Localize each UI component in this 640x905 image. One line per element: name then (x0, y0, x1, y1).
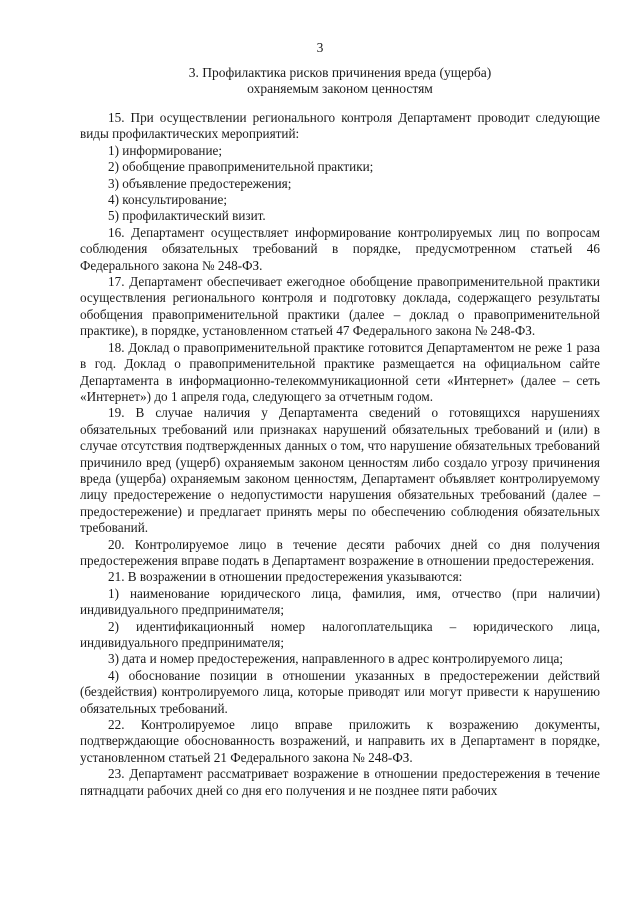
paragraph-22: 22. Контролируемое лицо вправе приложить к возражению документы, подтверждающие обоснованность возражений, и направить их в Департамент в порядке, установленном статьей 21 Федерального закона № 248-ФЗ. (80, 717, 600, 765)
list-item: 3) объявление предостережения; (108, 175, 292, 191)
document-body (80, 110, 600, 799)
paragraph-18: 18. Доклад о правоприменительной практике готовится Департаментом не реже 1 раза в год. Доклад о правоприменительной практике размещается на официальном сайте Департамента в информационно-телекоммуникационной сети «Интернет» (далее – сеть «Интернет») до 1 апреля года, следующего за отчетным годом. (80, 339, 600, 404)
list-item: 4) консультирование; (108, 192, 228, 208)
paragraph-23: 23. Департамент рассматривает возражение в отношении предостережения в течение пятнадцати рабочих дней со дня его получения и не позднее пяти рабочих (80, 766, 600, 798)
list-item: 5) профилактический визит. (108, 208, 266, 224)
paragraph-19: 19. В случае наличия у Департамента сведений о готовящихся нарушениях обязательных требований или признаках нарушений обязательных требований и (или) в случае отсутствия подтвержденных данных о том, что нарушение обязательных требований причинило вред (ущерб) охраняемым законом ценностям либо создало угрозу причинения вреда (ущерба) охраняемым законом ценностям, Департамент объявляет контролируемому лицу предостережение о недопустимости нарушения обязательных требований (далее – предостережение) и предлагает принять меры по обеспечению соблюдения обязательных требований. (80, 405, 600, 536)
section-title-line-2: охраняемым законом ценностям (247, 81, 433, 97)
paragraph-20: 20. Контролируемое лицо в течение десяти рабочих дней со дня получения предостережения вправе подать в Департамент возражение в отношении предостережения. (80, 536, 600, 568)
section-title (80, 65, 600, 98)
section-title-line-1: 3. Профилактика рисков причинения вреда (ущерба) (188, 65, 492, 80)
list-item: 4) обоснование позиции в отношении указанных в предостережении действий (бездействия) контролируемого лица, которые приводят или могут привести к нарушению обязательных требований. (80, 667, 600, 716)
list-item: 2) идентификационный номер налогоплательщика – юридического лица, индивидуального предпринимателя; (80, 618, 600, 650)
page-number: 3 (316, 40, 324, 55)
paragraph-16: 16. Департамент осуществляет информирование контролируемых лиц по вопросам соблюдения обязательных требований в порядке, предусмотренном статьей 46 Федерального закона № 248-ФЗ. (80, 224, 600, 273)
paragraph-15: 15. При осуществлении регионального контроля Департамент проводит следующие виды профилактических мероприятий: (80, 110, 600, 142)
list-item: 1) наименование юридического лица, фамилия, имя, отчество (при наличии) индивидуального предпринимателя; (80, 585, 600, 618)
paragraph-21: 21. В возражении в отношении предостережения указываются: (108, 569, 463, 585)
list-item: 2) обобщение правоприменительной практики; (108, 159, 374, 175)
list-item: 1) информирование; (108, 142, 223, 158)
paragraph-17: 17. Департамент обеспечивает ежегодное обобщение правоприменительной практики осуществления регионального контроля и подготовку доклада, содержащего результаты обобщения правоприменительной практики (далее – доклад о правоприменительной практике), в порядке, установленном статьей 47 Федерального закона № 248-ФЗ. (80, 274, 600, 339)
list-item: 3) дата и номер предостережения, направленного в адрес контролируемого лица; (108, 651, 564, 667)
